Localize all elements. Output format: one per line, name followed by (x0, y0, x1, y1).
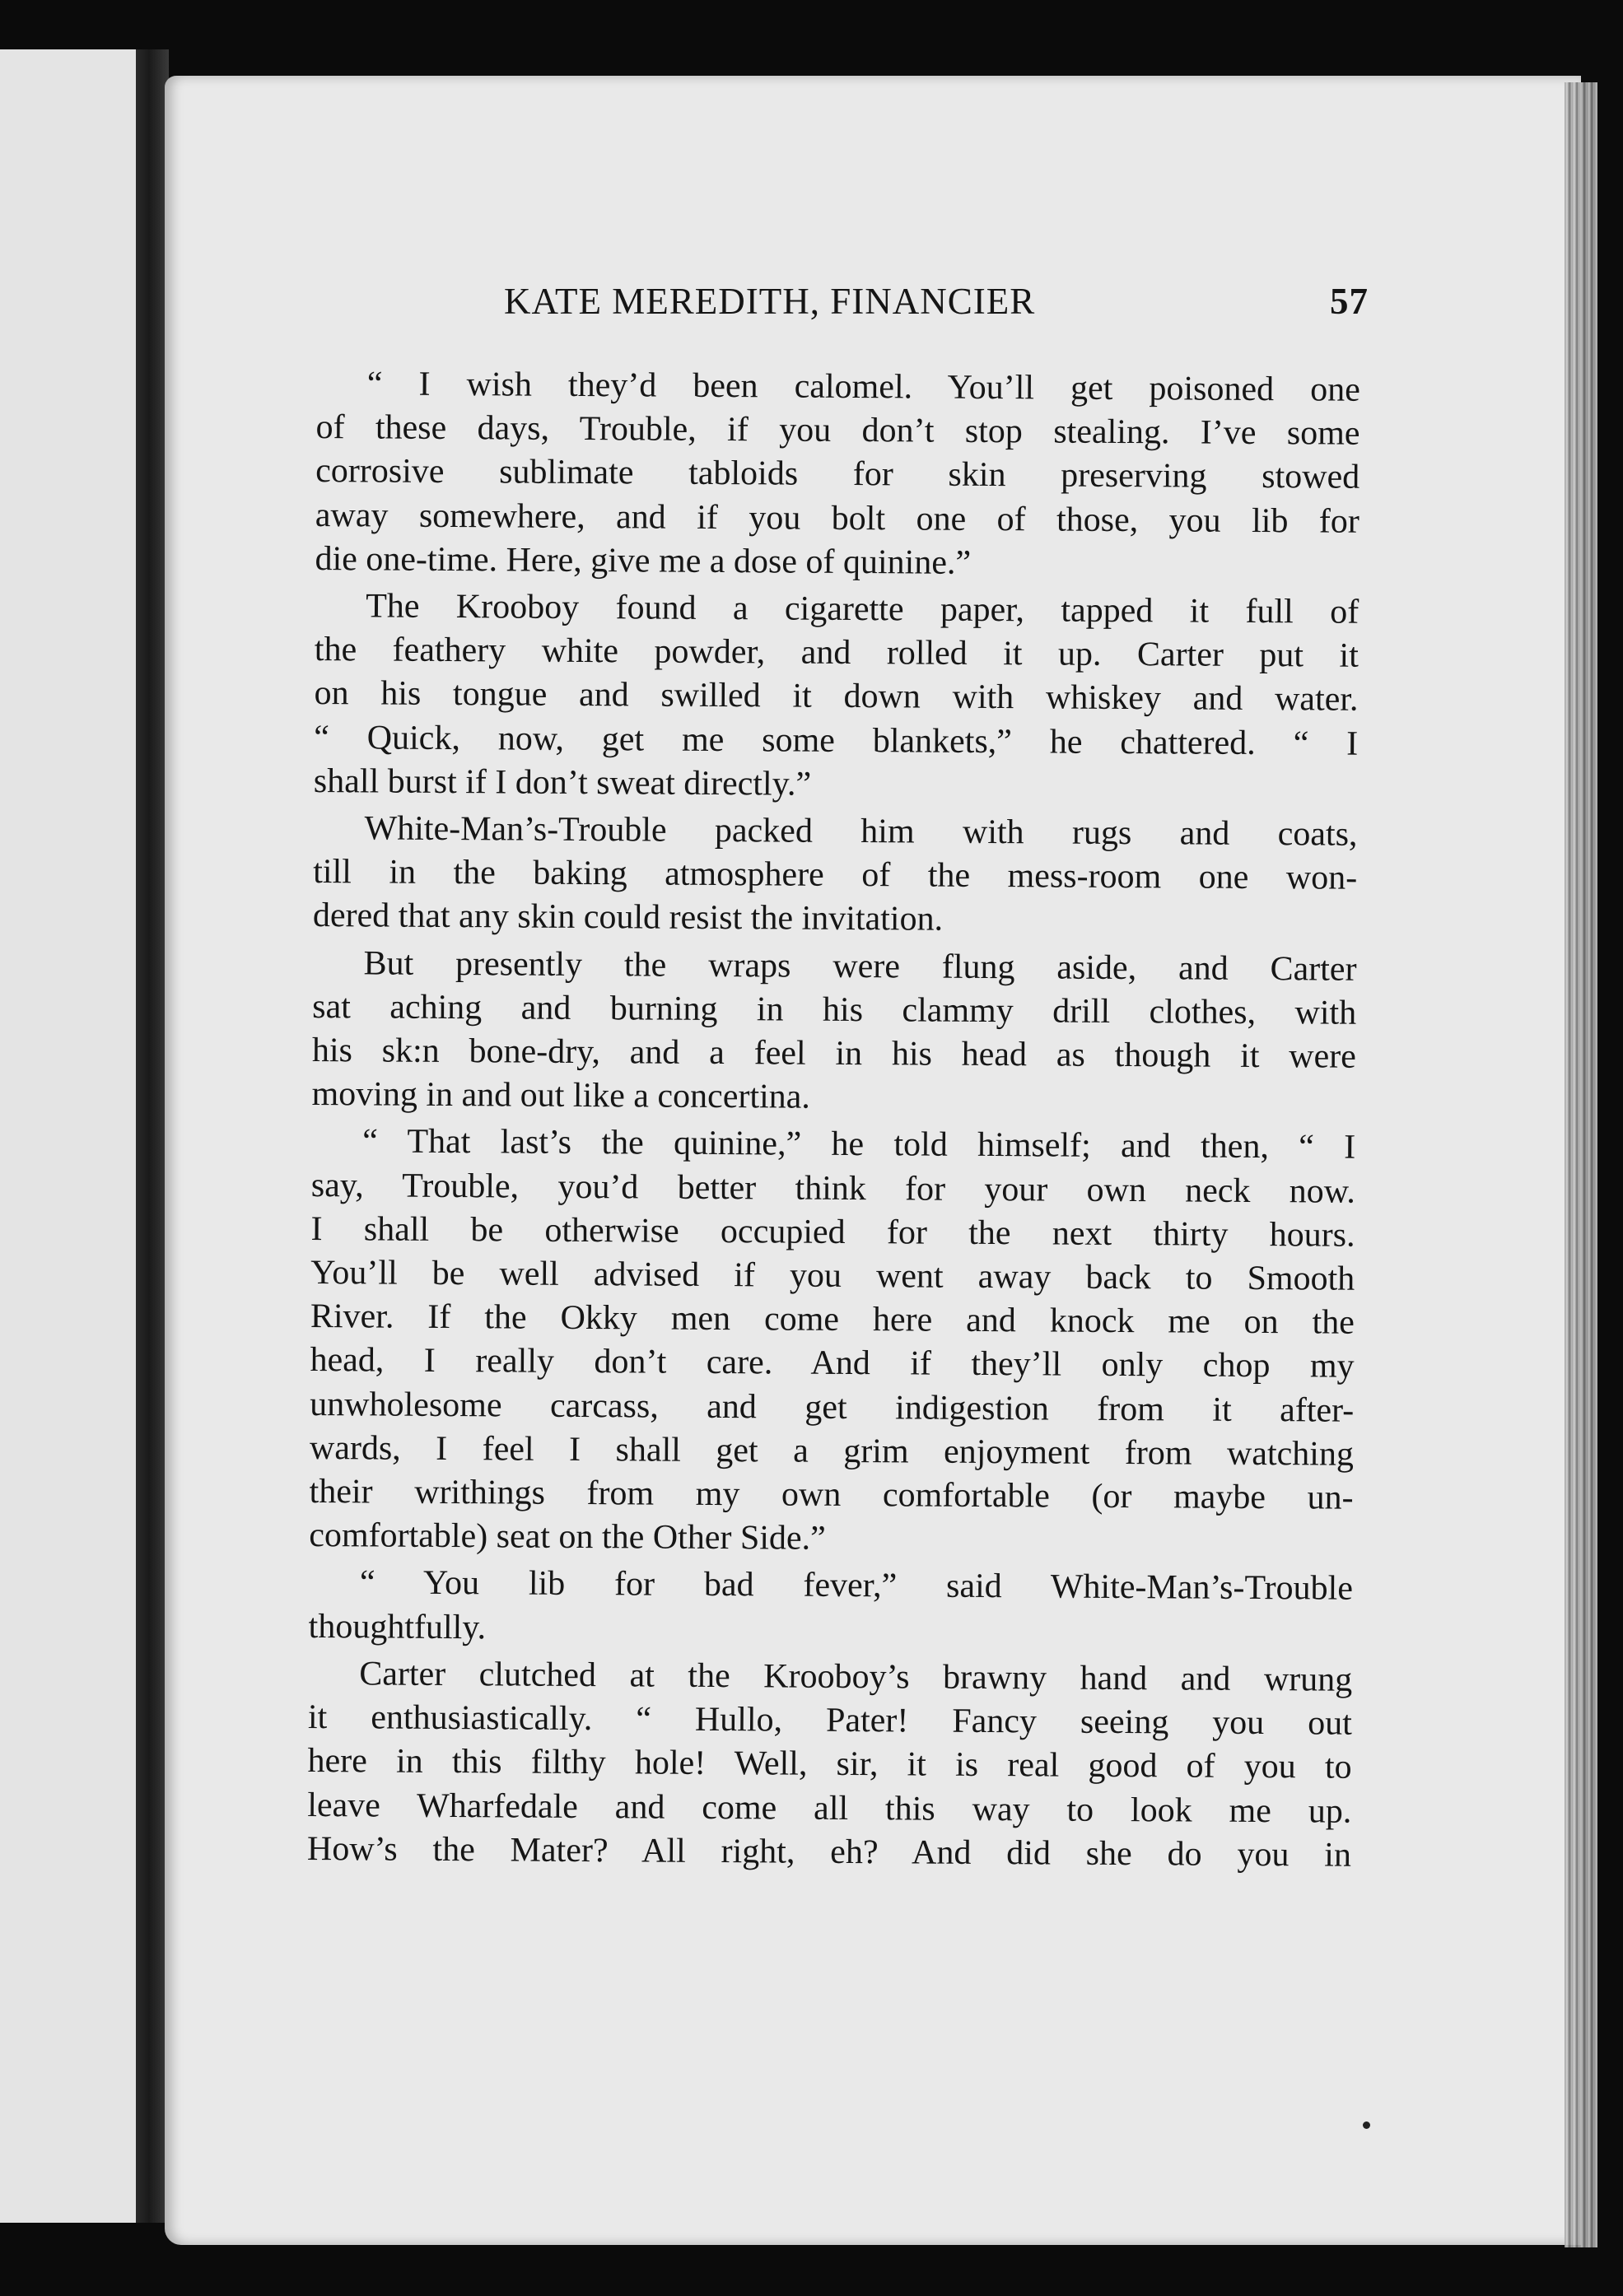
text-line: The Krooboy found a cigarette paper, tapped it full of (366, 587, 1359, 631)
text-line: wards, I feel I shall get a grim enjoyment from watching (309, 1428, 1355, 1474)
ink-speck (1363, 2121, 1370, 2129)
body-text (307, 362, 1360, 1878)
text-line: die one-time. Here, give me a dose of quinine.” (315, 539, 972, 582)
running-head (504, 280, 1369, 329)
page-stack-edge (1565, 82, 1597, 2247)
text-line: How’s the Mater? All right, eh? And did she do you in (306, 1829, 1352, 1875)
text-line: dered that any skin could resist the invitation. (312, 897, 944, 939)
paragraph (309, 1120, 1355, 1564)
text-line: corrosive sublimate tabloids for skin preserving stowed (315, 452, 1360, 497)
running-head-title: KATE MEREDITH, FINANCIER (504, 281, 1036, 322)
text-line: Carter clutched at the Krooboy’s brawny hand and wrung (359, 1655, 1353, 1699)
text-line: the feathery white powder, and rolled it up. Carter put it (314, 631, 1359, 675)
text-line: his sk:n bone-dry, and a feel in his head as though it were (311, 1032, 1357, 1076)
text-line: their writhings from my own comfortable (or maybe un- (309, 1473, 1354, 1517)
text-line: River. If the Okky men come here and knock me on the (310, 1297, 1355, 1342)
text-line: moving in and out like a concertina. (311, 1075, 811, 1116)
text-line: “ You lib for bad fever,” said White-Man’s-Trouble (359, 1563, 1354, 1609)
text-line: shall burst if I don’t sweat directly.” (313, 761, 812, 803)
text-line: it enthusiastically. “ Hullo, Pater! Fancy seeing you out (307, 1698, 1353, 1743)
paragraph (311, 942, 1356, 1124)
paragraph (307, 1652, 1353, 1878)
text-line: sat aching and burning in his clammy drill clothes, with (312, 987, 1357, 1032)
page-number: 57 (1330, 281, 1369, 322)
text-line: here in this filthy hole! Well, sir, it is real good of you to (307, 1742, 1352, 1787)
text-line: thoughtfully. (308, 1607, 487, 1646)
paragraph (314, 584, 1359, 810)
text-line: “ That last’s the quinine,” he told himself; and then, “ I (362, 1122, 1356, 1167)
text-line: “ I wish they’d been calomel. You’ll get poisoned one (366, 365, 1360, 409)
text-line: till in the baking atmosphere of the mess-room one won- (313, 853, 1358, 897)
text-line: head, I really don’t care. And if they’ll only chop my (310, 1341, 1355, 1386)
text-line: comfortable) seat on the Other Side.” (309, 1516, 826, 1558)
text-line: I shall be otherwise occupied for the next thirty hours. (310, 1209, 1355, 1255)
paragraph (308, 1561, 1353, 1655)
text-line: away somewhere, and if you bolt one of those, you lib for (315, 496, 1359, 541)
text-line: White-Man’s-Trouble packed him with rugs and coats, (364, 809, 1358, 854)
book-binding (136, 49, 169, 2223)
text-line: of these days, Trouble, if you don’t stop stealing. I’ve some (315, 408, 1360, 453)
text-line: unwholesome carcass, and get indigestion from it after- (310, 1385, 1355, 1430)
text-line: leave Wharfedale and come all this way to look me up. (307, 1786, 1352, 1831)
paragraph (315, 362, 1360, 588)
text-line: “ Quick, now, get me some blankets,” he chattered. “ I (314, 718, 1359, 763)
left-page-edge (0, 49, 144, 2223)
paragraph (313, 807, 1358, 944)
text-line: on his tongue and swilled it down with whiskey and water. (314, 674, 1359, 720)
text-line: say, Trouble, you’d better think for your own neck now. (310, 1166, 1356, 1211)
text-line: You’ll be well advised if you went away back to Smooth (310, 1254, 1355, 1298)
text-line: But presently the wraps were flung aside, and Carter (363, 944, 1357, 989)
